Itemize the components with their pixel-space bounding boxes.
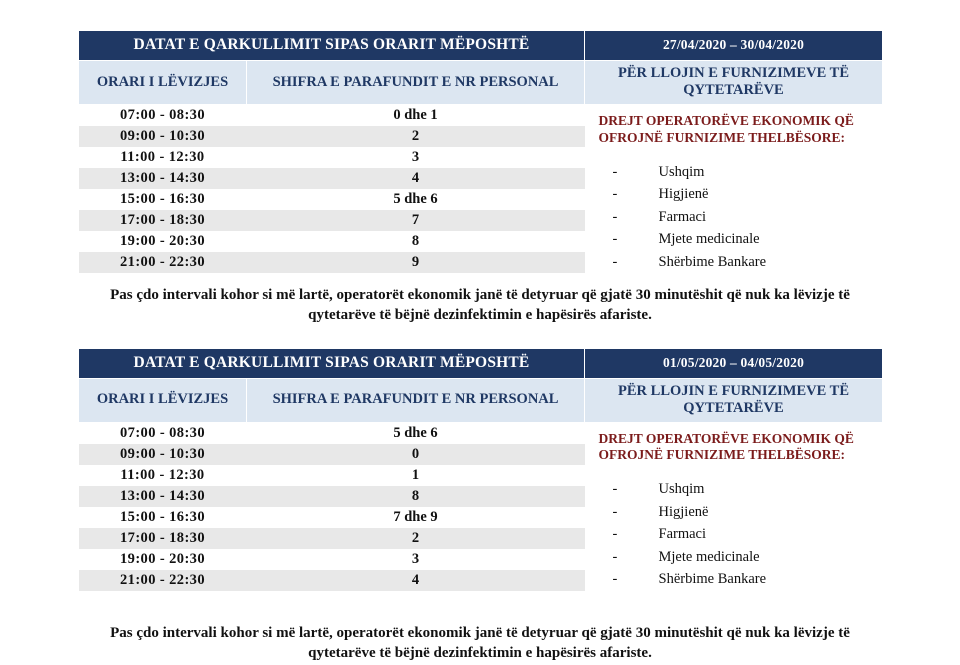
list-item-label: Mjete medicinale (658, 548, 760, 565)
table-header-row (79, 31, 883, 61)
schedule-date-range: 01/05/2020 – 04/05/2020 (585, 348, 883, 378)
row-code: 0 (247, 444, 585, 465)
disinfection-note-1: Pas çdo intervali kohor si më lartë, operatorët ekonomik janë të detyruar që gjatë 30 minutëshit që nuk ka lëvizje të qytetarëve të bëjnë dezinfektimin e hapësirës afariste. (110, 287, 850, 324)
list-item-label: Higjienë (658, 503, 709, 520)
dash-icon: - (612, 548, 618, 565)
row-time: 07:00 - 08:30 (79, 105, 247, 127)
dash-icon: - (612, 503, 618, 520)
table-subheader-row (79, 378, 883, 422)
row-time: 13:00 - 14:30 (79, 486, 247, 507)
row-time: 19:00 - 20:30 (79, 231, 247, 252)
row-code: 3 (247, 147, 585, 168)
list-item (613, 228, 883, 250)
column-header-time: ORARI I LËVIZJES (79, 378, 247, 422)
list-item-label: Mjete medicinale (658, 231, 760, 248)
schedule-table-2 (78, 348, 883, 591)
list-item-label: Shërbime Bankare (658, 571, 767, 588)
row-time: 15:00 - 16:30 (79, 189, 247, 210)
column-header-digit: SHIFRA E PARAFUNDIT E NR PERSONAL (247, 61, 585, 105)
row-time: 13:00 - 14:30 (79, 168, 247, 189)
table-subheader-row (79, 61, 883, 105)
row-time: 17:00 - 18:30 (79, 210, 247, 231)
supply-info-cell (585, 105, 883, 274)
list-item (613, 251, 883, 273)
supply-info-list (599, 478, 883, 590)
schedule-dates-title: DATAT E QARKULLIMIT SIPAS ORARIT MËPOSHTË (79, 31, 585, 61)
table-row (79, 422, 883, 444)
column-header-digit: SHIFRA E PARAFUNDIT E NR PERSONAL (247, 378, 585, 422)
row-time: 19:00 - 20:30 (79, 549, 247, 570)
row-time: 07:00 - 08:30 (79, 422, 247, 444)
row-code: 4 (247, 570, 585, 591)
dash-icon: - (612, 186, 618, 203)
row-code: 4 (247, 168, 585, 189)
list-item-label: Higjienë (658, 186, 709, 203)
column-header-supply: PËR LLOJIN E FURNIZIMEVE TË QYTETARËVE (585, 378, 883, 422)
schedule-table-1 (78, 30, 883, 273)
list-item (613, 546, 883, 568)
row-time: 11:00 - 12:30 (79, 465, 247, 486)
dash-icon: - (612, 481, 618, 498)
supply-info-list (599, 161, 883, 273)
list-item-label: Shërbime Bankare (658, 253, 767, 270)
supply-info-title: DREJT OPERATORËVE EKONOMIK QË OFROJNË FURNIZIME THELBËSORE: (598, 430, 854, 463)
supply-info-cell (585, 422, 883, 591)
row-time: 21:00 - 22:30 (79, 252, 247, 273)
row-time: 21:00 - 22:30 (79, 570, 247, 591)
row-time: 15:00 - 16:30 (79, 507, 247, 528)
row-code: 3 (247, 549, 585, 570)
column-header-supply: PËR LLOJIN E FURNIZIMEVE TË QYTETARËVE (585, 61, 883, 105)
list-item-label: Farmaci (658, 526, 707, 543)
row-code: 8 (247, 486, 585, 507)
disinfection-note-2: Pas çdo intervali kohor si më lartë, operatorët ekonomik janë të detyruar që gjatë 30 minutëshit që nuk ka lëvizje të qytetarëve të bëjnë dezinfektimin e hapësirës afariste. (110, 624, 850, 661)
dash-icon: - (612, 163, 618, 180)
row-code: 0 dhe 1 (247, 105, 585, 127)
row-time: 17:00 - 18:30 (79, 528, 247, 549)
row-time: 09:00 - 10:30 (79, 126, 247, 147)
row-code: 5 dhe 6 (247, 422, 585, 444)
list-item (613, 501, 883, 523)
row-code: 1 (247, 465, 585, 486)
list-item (613, 161, 883, 183)
supply-info-title: DREJT OPERATORËVE EKONOMIK QË OFROJNË FURNIZIME THELBËSORE: (598, 113, 854, 145)
dash-icon: - (612, 208, 618, 225)
dash-icon: - (612, 253, 618, 270)
row-time: 11:00 - 12:30 (79, 147, 247, 168)
schedule-block-2 (78, 348, 882, 591)
row-code: 5 dhe 6 (247, 189, 585, 210)
row-code: 2 (247, 126, 585, 147)
list-item-label: Ushqim (658, 481, 705, 498)
list-item (613, 206, 883, 228)
list-item (613, 568, 883, 590)
dash-icon: - (612, 526, 618, 543)
row-code: 2 (247, 528, 585, 549)
schedule-date-range: 27/04/2020 – 30/04/2020 (585, 31, 883, 61)
list-item-label: Ushqim (658, 163, 705, 180)
dash-icon: - (612, 571, 618, 588)
column-header-time: ORARI I LËVIZJES (79, 61, 247, 105)
list-item-label: Farmaci (658, 208, 707, 225)
row-code: 9 (247, 252, 585, 273)
dash-icon: - (612, 231, 618, 248)
table-row (79, 105, 883, 127)
row-code: 7 dhe 9 (247, 507, 585, 528)
table-header-row (79, 348, 883, 378)
row-code: 8 (247, 231, 585, 252)
schedule-block-1 (78, 30, 882, 273)
schedule-dates-title: DATAT E QARKULLIMIT SIPAS ORARIT MËPOSHTË (79, 348, 585, 378)
row-code: 7 (247, 210, 585, 231)
list-item (613, 523, 883, 545)
list-item (613, 183, 883, 205)
row-time: 09:00 - 10:30 (79, 444, 247, 465)
list-item (613, 478, 883, 500)
